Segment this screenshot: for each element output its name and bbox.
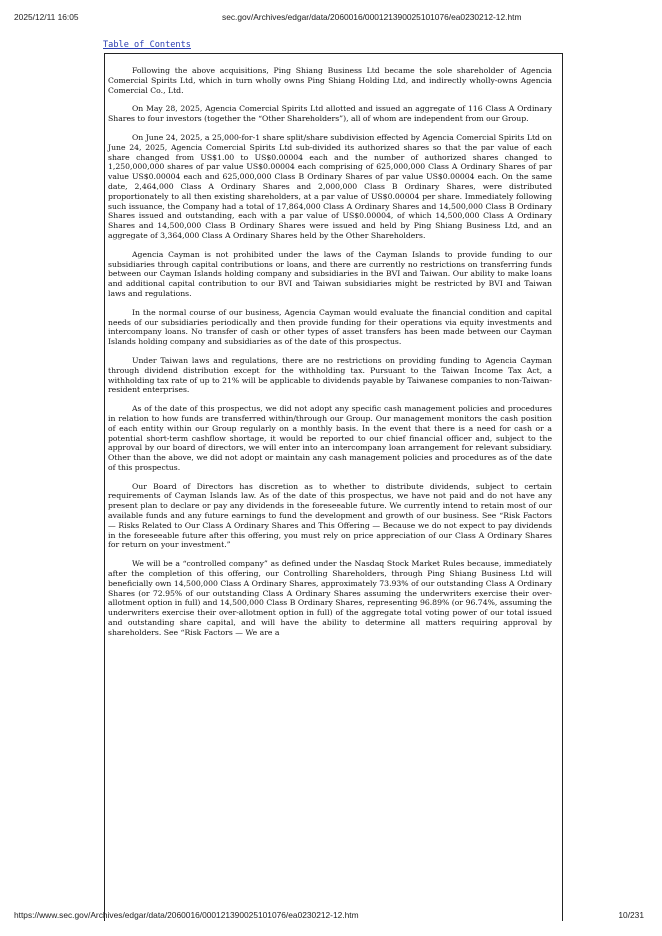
print-timestamp: 2025/12/11 16:05	[14, 12, 79, 22]
paragraph-cash-management: As of the date of this prospectus, we did not adopt any specific cash management policies and procedures in relation to how funds are transferred within/through our Group. Our management monitors the cash position of each entity within our Group regularly on a monthly basis. In the event that there is a need for cash or a potential short-term cashflow shortage, it would be reported to our chief financial officer and, subject to the approval by our board of directors, we will enter into an intercompany loan arrangement for relevant subsidiary. Other than the above, we did not adopt or maintain any cash management policies and procedures as of the date of this prospectus.	[108, 404, 552, 472]
paragraph-controlled-company: We will be a “controlled company” as defined under the Nasdaq Stock Market Rules because, immediately after the completion of this offering, our Controlling Shareholders, through Ping Shiang Business Ltd will beneficially own 14,500,000 Class A Ordinary Shares, approximately 73.93% of our outstanding Class A Ordinary Shares (or 72.95% of our outstanding Class A Ordinary Shares assuming the underwriters exercise their over-allotment option in full) and 14,500,000 Class B Ordinary Shares, representing 96.89% (or 96.74%, assuming the underwriters exercise their over-allotment option in full) of the aggregate total voting power of our total issued and outstanding share capital, and will have the ability to determine all matters requiring approval by shareholders. See “Risk Factors — We are a	[108, 559, 552, 637]
paragraph-funding-restrictions: Agencia Cayman is not prohibited under the laws of the Cayman Islands to provide funding to our subsidiaries through capital contributions or loans, and there are currently no restrictions on transferring funds between our Cayman Islands holding company and subsidiaries in the BVI and Taiwan. Our ability to make loans and additional capital contribution to our BVI and Taiwan subsidiaries might be restricted by BVI and Taiwan laws and regulations.	[108, 249, 552, 298]
print-footer-url: https://www.sec.gov/Archives/edgar/data/2060016/000121390025101076/ea0230212-12.htm	[14, 910, 359, 920]
print-header-url: sec.gov/Archives/edgar/data/2060016/000121390025101076/ea0230212-12.htm	[222, 12, 522, 22]
table-of-contents-link[interactable]: Table of Contents	[103, 40, 191, 50]
paragraph-taiwan-tax: Under Taiwan laws and regulations, there are no restrictions on providing funding to Agencia Cayman through dividend distribution except for the withholding tax. Pursuant to the Taiwan Income Tax Act, a withholding tax rate of up to 21% will be applicable to dividends payable by Taiwanese companies to non-Taiwan-resident enterprises.	[108, 355, 552, 395]
paragraph-share-issuance: On May 28, 2025, Agencia Comercial Spirits Ltd allotted and issued an aggregate of 116 Class A Ordinary Shares to four investors (together the “Other Shareholders”), all of whom are independent from our Group.	[108, 104, 552, 124]
document-body	[108, 66, 552, 647]
page-counter: 10/231	[618, 910, 644, 920]
paragraph-acquisitions: Following the above acquisitions, Ping Shiang Business Ltd became the sole shareholder of Agencia Comercial Spirits Ltd, which in turn wholly owns Ping Shiang Holding Ltd, and indirectly wholly-owns Agencia Comercial Co., Ltd.	[108, 66, 552, 95]
paragraph-normal-course: In the normal course of our business, Agencia Cayman would evaluate the financial condition and capital needs of our subsidiaries periodically and then provide funding for their operations via equity investments and intercompany loans. No transfer of cash or other types of asset transfers has been made between our Cayman Islands holding company and subsidiaries as of the date of this prospectus.	[108, 307, 552, 347]
paragraph-dividends: Our Board of Directors has discretion as to whether to distribute dividends, subject to certain requirements of Cayman Islands law. As of the date of this prospectus, we have not paid and do not have any present plan to declare or pay any dividends in the foreseeable future. We currently intend to retain most of our available funds and any future earnings to fund the development and growth of our business. See “Risk Factors — Risks Related to Our Class A Ordinary Shares and This Offering — Because we do not expect to pay dividends in the foreseeable future after this offering, you must rely on price appreciation of our Class A Ordinary Shares for return on your investment.”	[108, 481, 552, 550]
paragraph-share-split: On June 24, 2025, a 25,000-for-1 share split/share subdivision effected by Agencia Comercial Spirits Ltd on June 24, 2025, Agencia Comercial Spirits Ltd sub-divided its authorized shares so that the par value of each share changed from US$1.00 to US$0.00004 each and the number of authorized shares changed to 1,250,000,000 shares of par value US$0.00004 each comprising of 625,000,000 Class A Ordinary Shares of par value US$0.00004 each and 625,000,000 Class B Ordinary Shares of par value US$0.00004 each. On the same date, 2,464,000 Class A Ordinary Shares and 2,000,000 Class B Ordinary Shares, were distributed proportionately to all then existing shareholders, at a par value of US$0.00004 per share. Immediately following such issuance, the Company had a total of 17,864,000 Class A Ordinary Shares and 14,500,000 Class B Ordinary Shares issued and outstanding, each with a par value of US$0.00004, of which 14,500,000 Class A Ordinary Shares and 14,500,000 Class B Ordinary Shares were issued and held by Ping Shiang Business Ltd, and an aggregate of 3,364,000 Class A Ordinary Shares held by the Other Shareholders.	[108, 132, 552, 240]
